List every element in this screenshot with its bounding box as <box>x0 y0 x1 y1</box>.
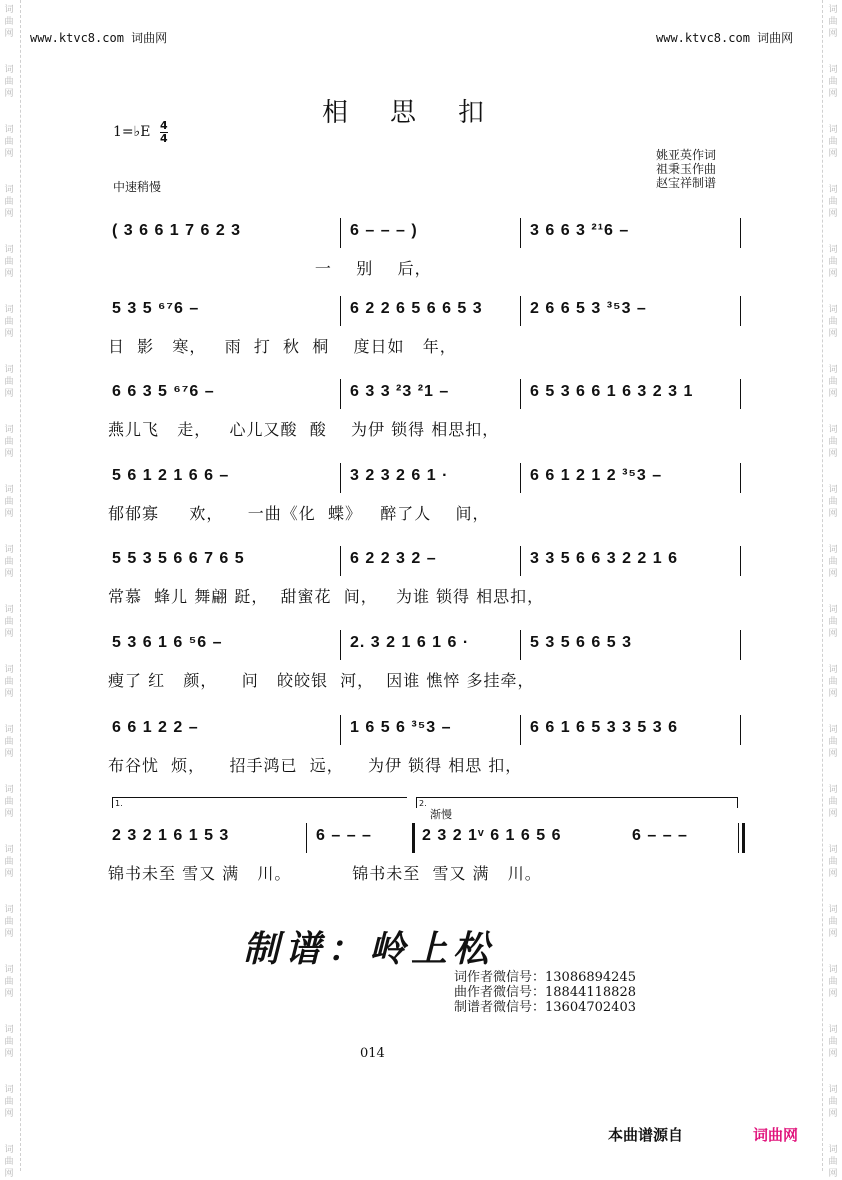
edge-watermark-char: 网 <box>4 1169 14 1179</box>
edge-watermark-block <box>4 4 14 40</box>
edge-watermark-char: 网 <box>4 749 14 759</box>
edge-watermark-block <box>828 544 838 580</box>
left-edge-watermark <box>0 0 18 1179</box>
edge-watermark-char: 曲 <box>828 617 838 627</box>
edge-watermark-block <box>828 424 838 460</box>
score-line <box>108 540 748 580</box>
edge-watermark-char: 词 <box>828 65 838 75</box>
edge-watermark-char: 曲 <box>828 797 838 807</box>
edge-watermark-char: 词 <box>828 245 838 255</box>
bar-line <box>738 823 739 853</box>
measure-group: 6 6 3 5 ⁶⁷6 – <box>112 383 215 400</box>
edge-watermark-char: 网 <box>4 509 14 519</box>
edge-watermark-char: 网 <box>4 449 14 459</box>
edge-watermark-block <box>4 244 14 280</box>
edge-watermark-block <box>828 184 838 220</box>
edge-watermark-char: 网 <box>828 1049 838 1059</box>
edge-watermark-char: 曲 <box>4 857 14 867</box>
measure-group: 6 6 1 2 2 – <box>112 719 199 736</box>
edge-watermark-char: 词 <box>828 665 838 675</box>
edge-watermark-char: 网 <box>4 869 14 879</box>
edge-watermark-char: 网 <box>4 269 14 279</box>
edge-watermark-char: 网 <box>828 269 838 279</box>
time-signature <box>160 120 168 145</box>
lyric-line: 燕儿飞 走， 心儿又酸 酸 为伊 锁得 相思扣， <box>108 420 500 439</box>
edge-watermark-char: 词 <box>4 905 14 915</box>
lyric-line: 瘦了 红 颜， 问 皎皎银 河， 因谁 憔悴 多挂牵， <box>108 671 535 690</box>
edge-watermark-char: 曲 <box>4 977 14 987</box>
lyric-line: 郁郁寡 欢， 一曲《化 蝶》 醉了人 间， <box>108 504 490 523</box>
edge-watermark-char: 词 <box>4 665 14 675</box>
edge-watermark-char: 词 <box>828 485 838 495</box>
edge-watermark-char: 词 <box>828 1145 838 1155</box>
edge-watermark-char: 词 <box>828 845 838 855</box>
edge-watermark-char: 网 <box>4 149 14 159</box>
bar-line <box>520 296 521 326</box>
lyricist-credit: 姚亚英作词 <box>656 148 717 162</box>
edge-watermark-char: 词 <box>4 245 14 255</box>
edge-watermark-char: 曲 <box>4 557 14 567</box>
edge-watermark-char: 词 <box>4 605 14 615</box>
edge-watermark-char: 词 <box>4 1085 14 1095</box>
edge-watermark-block <box>4 784 14 820</box>
measure-group: 2 3 2 1 6 1 5 3 <box>112 827 230 844</box>
edge-watermark-char: 网 <box>4 569 14 579</box>
source-label: 本曲谱源自 <box>608 1126 684 1144</box>
score-line <box>108 373 748 413</box>
edge-watermark-char: 词 <box>4 365 14 375</box>
edge-watermark-block <box>828 1144 838 1180</box>
edge-watermark-char: 网 <box>828 329 838 339</box>
arranger-signature: 制谱：岭上松 <box>243 928 496 970</box>
edge-watermark-char: 词 <box>4 1145 14 1155</box>
measure-group: 6 2 2 6 5 6 6 5 3 <box>350 300 483 317</box>
edge-watermark-char: 网 <box>828 389 838 399</box>
edge-watermark-char: 网 <box>4 389 14 399</box>
edge-watermark-block <box>828 964 838 1000</box>
bar-line <box>520 379 521 409</box>
credits <box>656 148 716 190</box>
edge-watermark-char: 词 <box>4 185 14 195</box>
wechat-contacts <box>454 970 636 1015</box>
edge-watermark-char: 曲 <box>4 1097 14 1107</box>
edge-watermark-char: 网 <box>4 1109 14 1119</box>
bar-line <box>412 823 415 853</box>
site-link-right[interactable]: www.ktvc8.com 词曲网 <box>656 31 794 45</box>
edge-watermark-char: 词 <box>4 545 14 555</box>
edge-watermark-char: 网 <box>828 749 838 759</box>
edge-watermark-char: 曲 <box>828 317 838 327</box>
edge-watermark-block <box>4 484 14 520</box>
bar-line <box>740 463 741 493</box>
lyric-line: 锦书未至 雪又 满 川。 锦书未至 雪又 满 川。 <box>108 864 542 883</box>
bar-line <box>740 379 741 409</box>
measure-group: ( 3 6 6 1 7 6 2 3 <box>112 222 242 239</box>
bar-line <box>740 546 741 576</box>
measure-group: 5 6 1 2 1 6 6 – <box>112 467 230 484</box>
score-line <box>108 212 748 252</box>
measure-group: 6 3 3 ²3 ²1 – <box>350 383 450 400</box>
wechat-lyricist: 词作者微信号：13086894245 <box>454 970 636 985</box>
song-title: 相思扣 <box>322 98 527 128</box>
edge-watermark-char: 曲 <box>4 317 14 327</box>
lyric-line: 常慕 蜂儿 舞翩 跹， 甜蜜花 间， 为谁 锁得 相思扣， <box>108 587 545 606</box>
edge-watermark-block <box>4 724 14 760</box>
bar-line <box>340 546 341 576</box>
edge-watermark-char: 词 <box>828 185 838 195</box>
bar-line <box>740 715 741 745</box>
edge-watermark-char: 曲 <box>4 437 14 447</box>
score-line <box>108 817 748 857</box>
measure-group: 6 – – – ) <box>350 222 418 239</box>
bar-line <box>520 715 521 745</box>
edge-watermark-block <box>828 604 838 640</box>
edge-watermark-char: 曲 <box>4 377 14 387</box>
edge-watermark-char: 词 <box>4 425 14 435</box>
edge-watermark-char: 词 <box>4 485 14 495</box>
edge-watermark-char: 曲 <box>4 257 14 267</box>
right-edge-watermark <box>824 0 842 1179</box>
edge-watermark-block <box>4 604 14 640</box>
edge-watermark-block <box>828 1024 838 1060</box>
score-line <box>108 624 748 664</box>
edge-watermark-block <box>4 904 14 940</box>
edge-watermark-char: 词 <box>828 785 838 795</box>
measure-group: 6 6 1 6 5 3 3 5 3 6 <box>530 719 678 736</box>
edge-watermark-char: 曲 <box>828 137 838 147</box>
edge-watermark-char: 词 <box>828 545 838 555</box>
edge-watermark-char: 曲 <box>4 617 14 627</box>
edge-watermark-char: 网 <box>4 929 14 939</box>
time-sig-bottom: 4 <box>160 132 168 145</box>
bar-line <box>520 630 521 660</box>
edge-watermark-char: 网 <box>4 29 14 39</box>
edge-watermark-char: 词 <box>4 785 14 795</box>
measure-group: 5 5 3 5 6 6 7 6 5 <box>112 550 245 567</box>
edge-watermark-block <box>4 844 14 880</box>
measure-group: 3 6 6 3 ²¹6 – <box>530 222 630 239</box>
edge-watermark-block <box>828 904 838 940</box>
edge-watermark-char: 词 <box>4 65 14 75</box>
edge-watermark-char: 网 <box>828 569 838 579</box>
measure-group: 6 – – – <box>316 827 372 844</box>
edge-watermark-char: 曲 <box>4 77 14 87</box>
edge-watermark-block <box>4 1144 14 1180</box>
edge-watermark-char: 曲 <box>4 917 14 927</box>
edge-watermark-char: 网 <box>4 809 14 819</box>
edge-watermark-char: 曲 <box>828 917 838 927</box>
edge-watermark-block <box>4 364 14 400</box>
wechat-composer: 曲作者微信号：18844118828 <box>454 985 636 1000</box>
edge-watermark-block <box>828 664 838 700</box>
slowing-marking: 渐慢 <box>430 808 452 821</box>
bar-line <box>340 715 341 745</box>
measure-group: 2 3 2 1ᵛ 6 1 6 5 6 <box>422 827 562 844</box>
edge-watermark-char: 网 <box>828 29 838 39</box>
score-line <box>108 290 748 330</box>
bar-line <box>740 630 741 660</box>
edge-watermark-char: 曲 <box>828 377 838 387</box>
edge-watermark-block <box>4 184 14 220</box>
arranger-credit: 赵宝祥制谱 <box>656 176 717 190</box>
bar-line <box>520 218 521 248</box>
measure-group: 3 2 3 2 6 1 · <box>350 467 449 484</box>
edge-watermark-char: 网 <box>4 989 14 999</box>
measure-group: 6 6 1 2 1 2 ³⁵3 – <box>530 467 663 484</box>
edge-watermark-char: 网 <box>828 1109 838 1119</box>
bar-line <box>340 463 341 493</box>
edge-watermark-char: 网 <box>828 209 838 219</box>
wechat-arranger: 制谱者微信号：13604702403 <box>454 1000 636 1015</box>
edge-watermark-block <box>4 544 14 580</box>
edge-watermark-char: 曲 <box>4 737 14 747</box>
edge-watermark-block <box>828 484 838 520</box>
bar-line <box>340 379 341 409</box>
lyric-line: 日 影 寒， 雨 打 秋 桐 度日如 年， <box>108 337 457 356</box>
edge-watermark-char: 词 <box>828 425 838 435</box>
score-line <box>108 457 748 497</box>
edge-watermark-block <box>828 844 838 880</box>
edge-watermark-char: 曲 <box>828 17 838 27</box>
bar-line <box>520 463 521 493</box>
edge-watermark-char: 曲 <box>4 197 14 207</box>
edge-watermark-char: 网 <box>828 89 838 99</box>
edge-watermark-char: 网 <box>828 929 838 939</box>
edge-watermark-char: 网 <box>4 689 14 699</box>
edge-watermark-char: 词 <box>828 5 838 15</box>
edge-watermark-char: 网 <box>828 629 838 639</box>
edge-watermark-block <box>828 244 838 280</box>
edge-watermark-char: 曲 <box>828 737 838 747</box>
edge-watermark-char: 词 <box>828 305 838 315</box>
edge-watermark-char: 词 <box>4 305 14 315</box>
volta-bracket-1 <box>112 797 407 808</box>
edge-watermark-char: 网 <box>828 689 838 699</box>
measure-group: 2 6 6 5 3 ³⁵3 – <box>530 300 647 317</box>
edge-watermark-char: 曲 <box>4 677 14 687</box>
edge-watermark-char: 网 <box>828 869 838 879</box>
edge-watermark-char: 曲 <box>828 677 838 687</box>
edge-watermark-char: 网 <box>828 1169 838 1179</box>
edge-watermark-char: 词 <box>4 725 14 735</box>
edge-watermark-char: 词 <box>828 725 838 735</box>
edge-watermark-block <box>828 124 838 160</box>
edge-watermark-char: 曲 <box>828 437 838 447</box>
measure-group: 5 3 6 1 6 ⁵6 – <box>112 634 223 651</box>
measure-group: 3 3 5 6 6 3 2 2 1 6 <box>530 550 678 567</box>
edge-watermark-char: 曲 <box>4 497 14 507</box>
edge-watermark-char: 网 <box>4 1049 14 1059</box>
volta-1-label: 1. <box>115 799 123 808</box>
volta-bracket-2 <box>416 797 738 808</box>
edge-watermark-char: 曲 <box>828 197 838 207</box>
bar-line <box>340 630 341 660</box>
edge-watermark-char: 网 <box>828 989 838 999</box>
edge-watermark-char: 词 <box>828 965 838 975</box>
edge-watermark-char: 词 <box>4 5 14 15</box>
edge-watermark-block <box>4 1084 14 1120</box>
lyric-line: 布谷忧 烦， 招手鸿已 远， 为伊 锁得 相思 扣， <box>108 756 523 775</box>
edge-watermark-char: 曲 <box>4 1037 14 1047</box>
edge-watermark-char: 网 <box>828 149 838 159</box>
edge-watermark-char: 曲 <box>828 857 838 867</box>
edge-watermark-block <box>828 64 838 100</box>
edge-watermark-block <box>828 304 838 340</box>
edge-watermark-char: 网 <box>4 209 14 219</box>
edge-watermark-char: 曲 <box>4 137 14 147</box>
edge-watermark-char: 网 <box>828 809 838 819</box>
edge-watermark-char: 词 <box>828 125 838 135</box>
edge-watermark-char: 曲 <box>828 1037 838 1047</box>
edge-watermark-char: 曲 <box>4 1157 14 1167</box>
edge-watermark-char: 曲 <box>4 17 14 27</box>
edge-watermark-block <box>828 1084 838 1120</box>
edge-watermark-char: 网 <box>4 629 14 639</box>
edge-watermark-char: 网 <box>828 449 838 459</box>
edge-watermark-char: 网 <box>4 89 14 99</box>
measure-group: 6 – – – <box>632 827 688 844</box>
edge-watermark-block <box>4 1024 14 1060</box>
key-signature: 1=♭E <box>113 124 151 140</box>
edge-watermark-block <box>4 424 14 460</box>
measure-group: 6 2 2 3 2 – <box>350 550 437 567</box>
edge-watermark-block <box>828 4 838 40</box>
edge-watermark-char: 曲 <box>828 1097 838 1107</box>
edge-watermark-block <box>828 364 838 400</box>
edge-watermark-char: 曲 <box>828 1157 838 1167</box>
edge-watermark-char: 曲 <box>828 497 838 507</box>
site-link-left[interactable]: www.ktvc8.com 词曲网 <box>30 31 168 45</box>
edge-watermark-char: 词 <box>828 905 838 915</box>
edge-watermark-char: 词 <box>828 1085 838 1095</box>
edge-watermark-char: 词 <box>4 125 14 135</box>
measure-group: 2. 3 2 1 6 1 6 · <box>350 634 470 651</box>
page-number: 014 <box>360 1046 385 1061</box>
edge-watermark-char: 网 <box>828 509 838 519</box>
edge-watermark-char: 曲 <box>828 257 838 267</box>
edge-watermark-char: 曲 <box>828 77 838 87</box>
volta-2-label: 2. <box>419 799 427 808</box>
edge-watermark-char: 词 <box>4 1025 14 1035</box>
edge-watermark-char: 词 <box>828 365 838 375</box>
edge-watermark-block <box>4 124 14 160</box>
left-margin-line <box>20 0 21 1171</box>
measure-group: 5 3 5 6 6 5 3 <box>530 634 632 651</box>
composer-credit: 祖秉玉作曲 <box>656 162 717 176</box>
lyric-line: 一 别 后， <box>108 259 432 278</box>
bar-line <box>740 296 741 326</box>
tempo-marking: 中速稍慢 <box>113 180 162 194</box>
bar-line <box>520 546 521 576</box>
edge-watermark-char: 词 <box>828 605 838 615</box>
brand-logo[interactable]: 词曲网 <box>753 1126 799 1144</box>
measure-group: 1 6 5 6 ³⁵3 – <box>350 719 452 736</box>
time-sig-top: 4 <box>160 119 168 132</box>
edge-watermark-block <box>4 304 14 340</box>
edge-watermark-block <box>828 784 838 820</box>
edge-watermark-block <box>828 724 838 760</box>
final-bar-line <box>742 823 745 853</box>
edge-watermark-block <box>4 64 14 100</box>
score-line <box>108 709 748 749</box>
bar-line <box>340 296 341 326</box>
measure-group: 6 5 3 6 6 1 6 3 2 3 1 <box>530 383 694 400</box>
edge-watermark-char: 词 <box>4 845 14 855</box>
edge-watermark-char: 曲 <box>828 977 838 987</box>
measure-group: 5 3 5 ⁶⁷6 – <box>112 300 200 317</box>
edge-watermark-block <box>4 664 14 700</box>
edge-watermark-char: 网 <box>4 329 14 339</box>
edge-watermark-char: 曲 <box>4 797 14 807</box>
edge-watermark-char: 曲 <box>828 557 838 567</box>
bar-line <box>306 823 307 853</box>
bar-line <box>340 218 341 248</box>
bar-line <box>740 218 741 248</box>
edge-watermark-char: 词 <box>4 965 14 975</box>
edge-watermark-block <box>4 964 14 1000</box>
edge-watermark-char: 词 <box>828 1025 838 1035</box>
right-margin-line <box>822 0 823 1171</box>
